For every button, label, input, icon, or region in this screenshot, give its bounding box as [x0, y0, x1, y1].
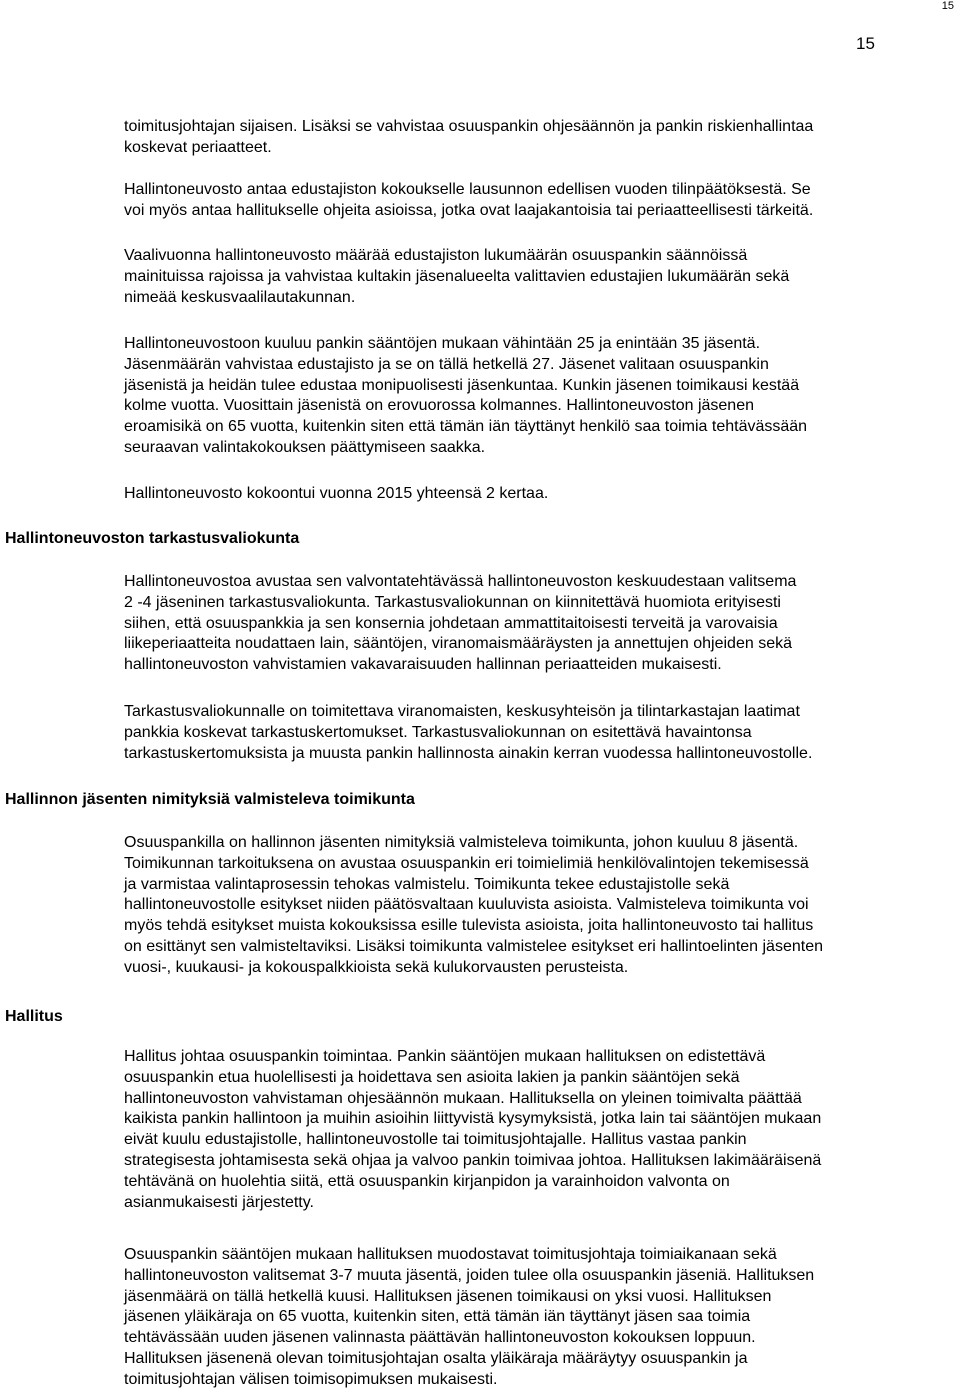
paragraph-audit-committee-duties: [124, 572, 934, 676]
text-line: mainituissa rajoissa ja vahvistaa kultakin jäsenalueelta valittavien edustajien lukumäärän sekä: [124, 267, 790, 285]
text-line: eivät kuulu edustajistolle, hallintoneuvostolle tai toimitusjohtajalle. Hallitus vastaa pankin: [124, 1131, 747, 1149]
text-line: voi myös antaa hallitukselle ohjeita asioissa, jotka ovat laajakantoisia tai periaatteellisesti tärkeitä.: [124, 201, 814, 219]
paragraph-financial-statement-opinion: [124, 180, 934, 222]
section-heading-nomination-committee: Hallinnon jäsenten nimityksiä valmisteleva toimikunta: [5, 791, 415, 808]
text-line: hallintoneuvoston vahvistamien vakavaraisuuden hallinnan periaatteiden mukaisesti.: [124, 656, 722, 674]
paragraph-board-composition: [124, 1245, 934, 1391]
text-line: liikeperiaatteita noudattaen lain, sääntöjen, viranomaismääräysten ja annettujen ohjeiden sekä: [124, 635, 792, 653]
text-line: toimitusjohtajan välisen toimisopimuksen mukaisesti.: [124, 1370, 498, 1388]
text-line: tarkastuskertomuksista ja muusta pankin hallinnosta ainakin kerran vuodessa hallintoneuvostolle.: [124, 744, 813, 762]
text-line: on esittänyt sen valmisteltaviksi. Lisäksi toimikunta valmistelee esitykset eri hallintoelinten jäsenten: [124, 937, 823, 955]
text-line: Hallintoneuvostoon kuuluu pankin sääntöjen mukaan vähintään 25 ja enintään 35 jäsentä.: [124, 335, 761, 352]
paragraph-chair-substitute: [124, 117, 934, 159]
text-line: tehtävässään uuden jäsenen valinnasta päättävän hallintoneuvoston kokouksen loppuun.: [124, 1329, 756, 1347]
text-line: kolme vuotta. Vuosittain jäsenistä on erovuorossa kolmannes. Hallintoneuvoston jäsenen: [124, 397, 754, 415]
text-line: seuraavan valintakokouksen päättymiseen saakka.: [124, 438, 486, 456]
text-line: hallintoneuvostolle esitykset niiden päätösvaltaan kuuluvista asioista. Valmisteleva toimikunta voi: [124, 896, 809, 914]
paragraph-meetings-2015: [124, 484, 934, 505]
paragraph-election-year: [124, 246, 934, 308]
section-heading-board: Hallitus: [5, 1008, 63, 1025]
paragraph-board-duties: [124, 1047, 934, 1213]
text-line: ja varmistaa valintaprosessin tehokas valmistelu. Toimikunta tekee edustajistolle sekä: [124, 875, 730, 893]
corner-page-number: 15: [941, 0, 954, 12]
text-line: jäsenistä ja heidän tulee edustaa monipuolisesti jäsenkuntaa. Kunkin jäsenen toimikausi kestää: [124, 376, 800, 394]
text-line: Hallituksen jäsenenä olevan toimitusjohtajan osalta yläikäraja määräytyy osuuspankin ja: [124, 1349, 748, 1367]
text-line: Osuuspankin sääntöjen mukaan hallituksen muodostavat toimitusjohtaja toimiaikanaan sekä: [124, 1246, 777, 1263]
text-line: osuuspankin etua huolellisesti ja hoidettava sen asioita lakien ja pankin sääntöjen sekä: [124, 1068, 740, 1086]
text-line: hallintoneuvoston valitsemat 3-7 muuta jäsentä, joiden tulee olla osuuspankin jäseniä. Hallituksen: [124, 1266, 815, 1284]
text-line: jäsenmäärä on tällä hetkellä kuusi. Hallituksen jäsenen toimikausi on yksi vuosi. Hallituksen: [124, 1287, 772, 1305]
section-heading-audit-committee: Hallintoneuvoston tarkastusvaliokunta: [5, 530, 300, 547]
text-line: siihen, että osuuspankkia ja sen konsernia johdetaan ammattitaitoisesti terveitä ja varovaisia: [124, 614, 778, 632]
paragraph-nomination-committee: [124, 833, 934, 979]
text-line: pankkia koskevat tarkastuskertomukset. Tarkastusvaliokunnan on esitettävä havaintonsa: [124, 723, 752, 741]
text-line: Hallitus johtaa osuuspankin toimintaa. Pankin sääntöjen mukaan hallituksen on edistettävä: [124, 1048, 766, 1065]
text-line: asianmukaisesti järjestetty.: [124, 1193, 314, 1211]
paragraph-council-membership: [124, 334, 934, 459]
text-line: strategisesta johtamisesta sekä ohjaa ja valvoo pankin toimivaa johtoa. Hallituksen lakimääräisenä: [124, 1151, 822, 1169]
text-line: 2 -4 jäseninen tarkastusvaliokunta. Tarkastusvaliokunnan on kiinnitettävä huomiota erityisesti: [124, 593, 781, 611]
text-line: koskevat periaatteet.: [124, 138, 272, 156]
text-line: Osuuspankilla on hallinnon jäsenten nimityksiä valmisteleva toimikunta, johon kuuluu 8 jäsentä.: [124, 834, 799, 851]
text-line: Vaalivuonna hallintoneuvosto määrää edustajiston lukumäärän osuuspankin säännöissä: [124, 247, 748, 264]
text-line: Hallintoneuvostoa avustaa sen valvontatehtävässä hallintoneuvoston keskuudestaan valitsema: [124, 573, 797, 590]
paragraph-audit-reports: [124, 702, 934, 764]
text-line: toimitusjohtajan sijaisen. Lisäksi se vahvistaa osuuspankin ohjesäännön ja pankin riskienhallintaa: [124, 118, 814, 135]
page-number: 15: [856, 34, 875, 53]
text-line: jäsenen yläikäraja on 65 vuotta, kuitenkin siten, että tämän iän täyttänyt jäsen saa toimia: [124, 1308, 751, 1326]
text-line: tehtävänä on huolehtia siitä, että osuuspankin kirjanpidon ja varainhoidon valvonta on: [124, 1172, 730, 1190]
text-line: hallintoneuvoston vahvistaman ohjesäännön mukaan. Hallituksella on yleinen toimivalta päättää: [124, 1089, 802, 1107]
text-line: nimeää keskusvaalilautakunnan.: [124, 288, 356, 306]
text-line: kaikista pankin hallintoon ja muihin asioihin liittyvistä kysymyksistä, jotka lain tai sääntöjen mukaan: [124, 1110, 822, 1128]
text-line: myös tehdä esitykset muista kokouksissa esille tulevista asioista, joita hallintoneuvosto tai hallitus: [124, 917, 814, 935]
text-line: Hallintoneuvosto antaa edustajiston kokoukselle lausunnon edellisen vuoden tilinpäätöksestä. Se: [124, 181, 811, 198]
text-line: vuosi-, kuukausi- ja kokouspalkkioista sekä kulukorvausten perusteista.: [124, 958, 629, 976]
text-line: Jäsenmäärän vahvistaa edustajisto ja se on tällä hetkellä 27. Jäsenet valitaan osuuspankin: [124, 355, 769, 373]
text-line: Tarkastusvaliokunnalle on toimitettava viranomaisten, keskusyhteisön ja tilintarkastajan laatimat: [124, 703, 800, 720]
text-line: eroamisikä on 65 vuotta, kuitenkin siten että tämän iän täyttänyt henkilö saa toimia tehtävässään: [124, 418, 808, 436]
text-line: Toimikunnan tarkoituksena on avustaa osuuspankin eri toimielimiä henkilövalintojen tekemisessä: [124, 854, 809, 872]
text-line: Hallintoneuvosto kokoontui vuonna 2015 yhteensä 2 kertaa.: [124, 485, 549, 502]
